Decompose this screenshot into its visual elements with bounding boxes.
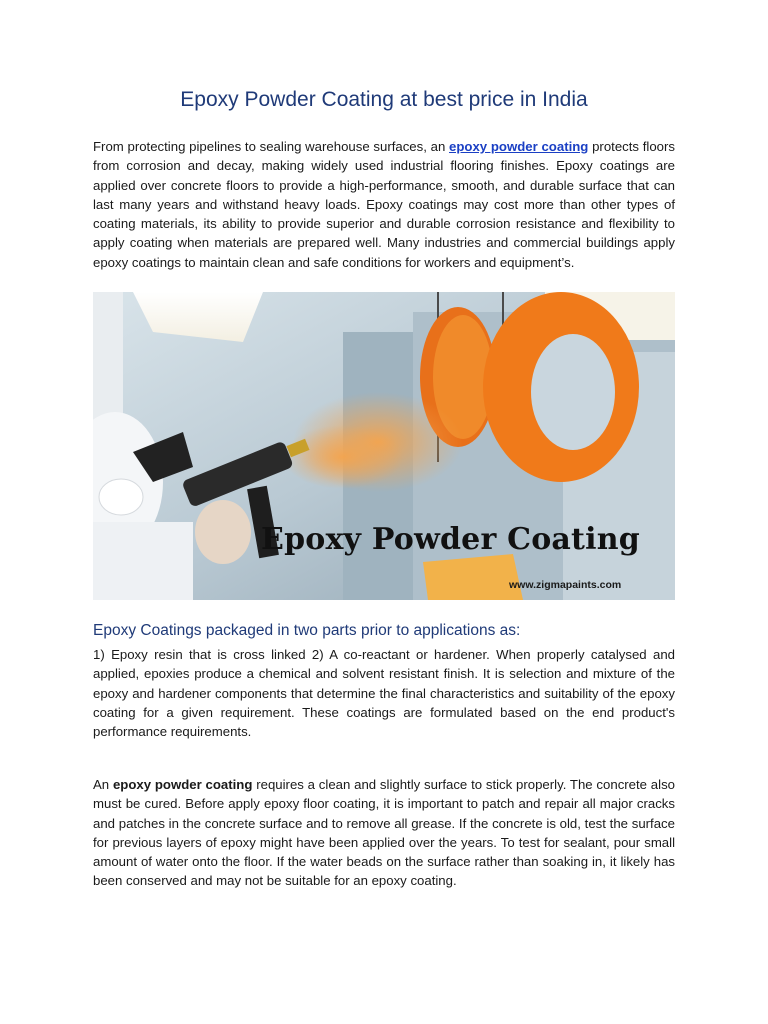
closing-bold-term: epoxy powder coating	[112, 777, 253, 792]
closing-paragraph	[93, 775, 675, 891]
document-title: Epoxy Powder Coating at best price in India	[180, 88, 588, 111]
intro-text-before-link: From protecting pipelines to sealing warehouse surfaces, an	[93, 139, 450, 154]
epoxy-powder-coating-link[interactable]: epoxy powder coating	[449, 139, 589, 154]
closing-prefix: An	[93, 777, 113, 792]
epoxy-coating-photo	[93, 292, 675, 600]
closing-rest: requires a clean and slightly surface to stick properly. The concrete also must be cured. Before apply epoxy floor coating, it is important to patch and repair all major cracks and patches in the concrete surface and to remove all grease. If the concrete is old, test the surface for previous layers of epoxy might have been applied over the years. To test for sealant, pour small amount of water onto the floor. If the water beads on the surface rather than soaking in, it likely has been conserved and may not be suitable for an epoxy coating.	[93, 777, 676, 889]
photo-watermark-url: www.zigmapaints.com	[509, 579, 622, 591]
section-body-paragraph: 1) Epoxy resin that is cross linked 2) A co-reactant or hardener. When properly catalysed and applied, epoxies produce a chemical and solvent resistant finish. It is selection and mixture of the epoxy and hardener components that determine the final characteristics and suitability of the epoxy coating for a given requirement. These coatings are formulated based on the end product's performance requirements.	[93, 647, 675, 740]
section-heading: Epoxy Coatings packaged in two parts prior to applications as:	[93, 622, 521, 639]
intro-paragraph	[93, 137, 675, 272]
photo-caption: Epoxy Powder Coating	[261, 522, 640, 557]
intro-text-after-link: protects floors from corrosion and decay, making widely used industrial flooring finishes. Epoxy coatings are applied over concrete floors to provide a high-performance, smooth, and durable surface that can last many years and withstand heavy loads. Epoxy coatings may cost more than other types of coating materials, its ability to provide superior and durable corrosion resistance and flexibility to apply coating when materials are prepared well. Many industries and commercial buildings apply epoxy coatings to maintain clean and safe conditions for workers and equipment’s.	[93, 139, 675, 270]
